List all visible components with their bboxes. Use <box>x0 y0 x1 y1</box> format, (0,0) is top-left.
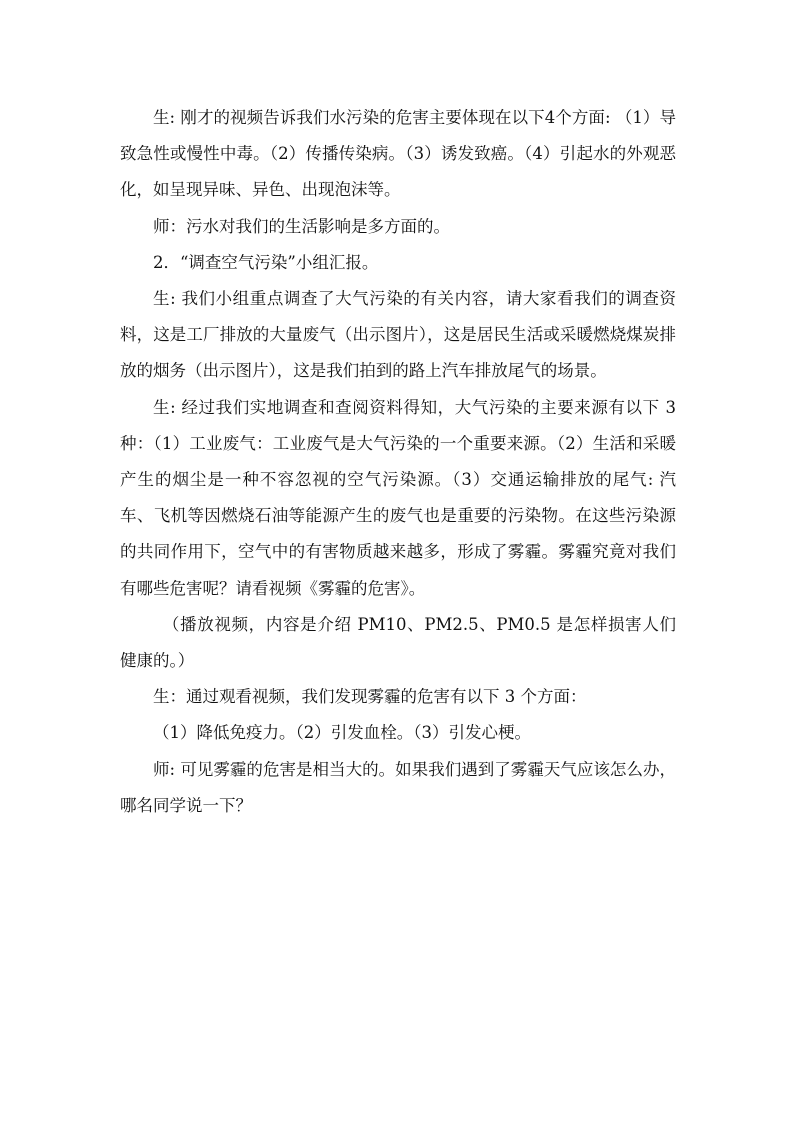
paragraph-student-sources: 生: 经过我们实地调查和查阅资料得知，大气污染的主要来源有以下 3 种：（1）工业废气：工业废气是大气污染的一个重要来源。（2）生活和采暖产生的烟尘是一种不容忽视的空气污染源。（3）交通运输排放的尾气: 汽车、飞机等因燃烧石油等能源产生的废气也是重要的污染物。在这些污染源的共同作用下，空气中的有害物质越来越多，形成了雾霾。雾霾究竟对我们有哪些危害呢？请看视频《雾霾的危害》。 <box>120 397 676 598</box>
paragraph-teacher-sewage: 师：污水对我们的生活影响是多方面的。 <box>153 216 450 236</box>
document-body <box>120 100 676 824</box>
paragraph-teacher-question: 师: 可见雾霾的危害是相当大的。如果我们遇到了雾霾天气应该怎么办，哪名同学说一下？ <box>120 759 676 815</box>
paragraph-haze-effects-list: （1）降低免疫力。（2）引发血栓。（3）引发心梗。 <box>153 723 531 743</box>
paragraph-student-survey: 生: 我们小组重点调查了大气污染的有关内容，请大家看我们的调查资料，这是工厂排放的大量废气（出示图片），这是居民生活或采暖燃烧煤炭排放的烟务（出示图片），这是我们拍到的路上汽车排放尾气的场景。 <box>120 289 676 381</box>
paragraph-student-haze-harm: 生：通过观看视频，我们发现雾霾的危害有以下 3 个方面： <box>153 687 587 707</box>
paragraph-air-pollution-heading: 2．“调查空气污染”小组汇报。 <box>153 252 379 272</box>
paragraph-student-water-harm: 生: 刚才的视频告诉我们水污染的危害主要体现在以下4个方面: （1）导致急性或慢性中毒。（2）传播传染病。（3）诱发致癌。（4）引起水的外观恶化，如呈现异味、异色、出现泡沫等。 <box>120 108 676 200</box>
paragraph-video-note: （播放视频，内容是介绍 PM10、PM2.5、PM0.5 是怎样损害人们健康的。） <box>120 614 676 671</box>
